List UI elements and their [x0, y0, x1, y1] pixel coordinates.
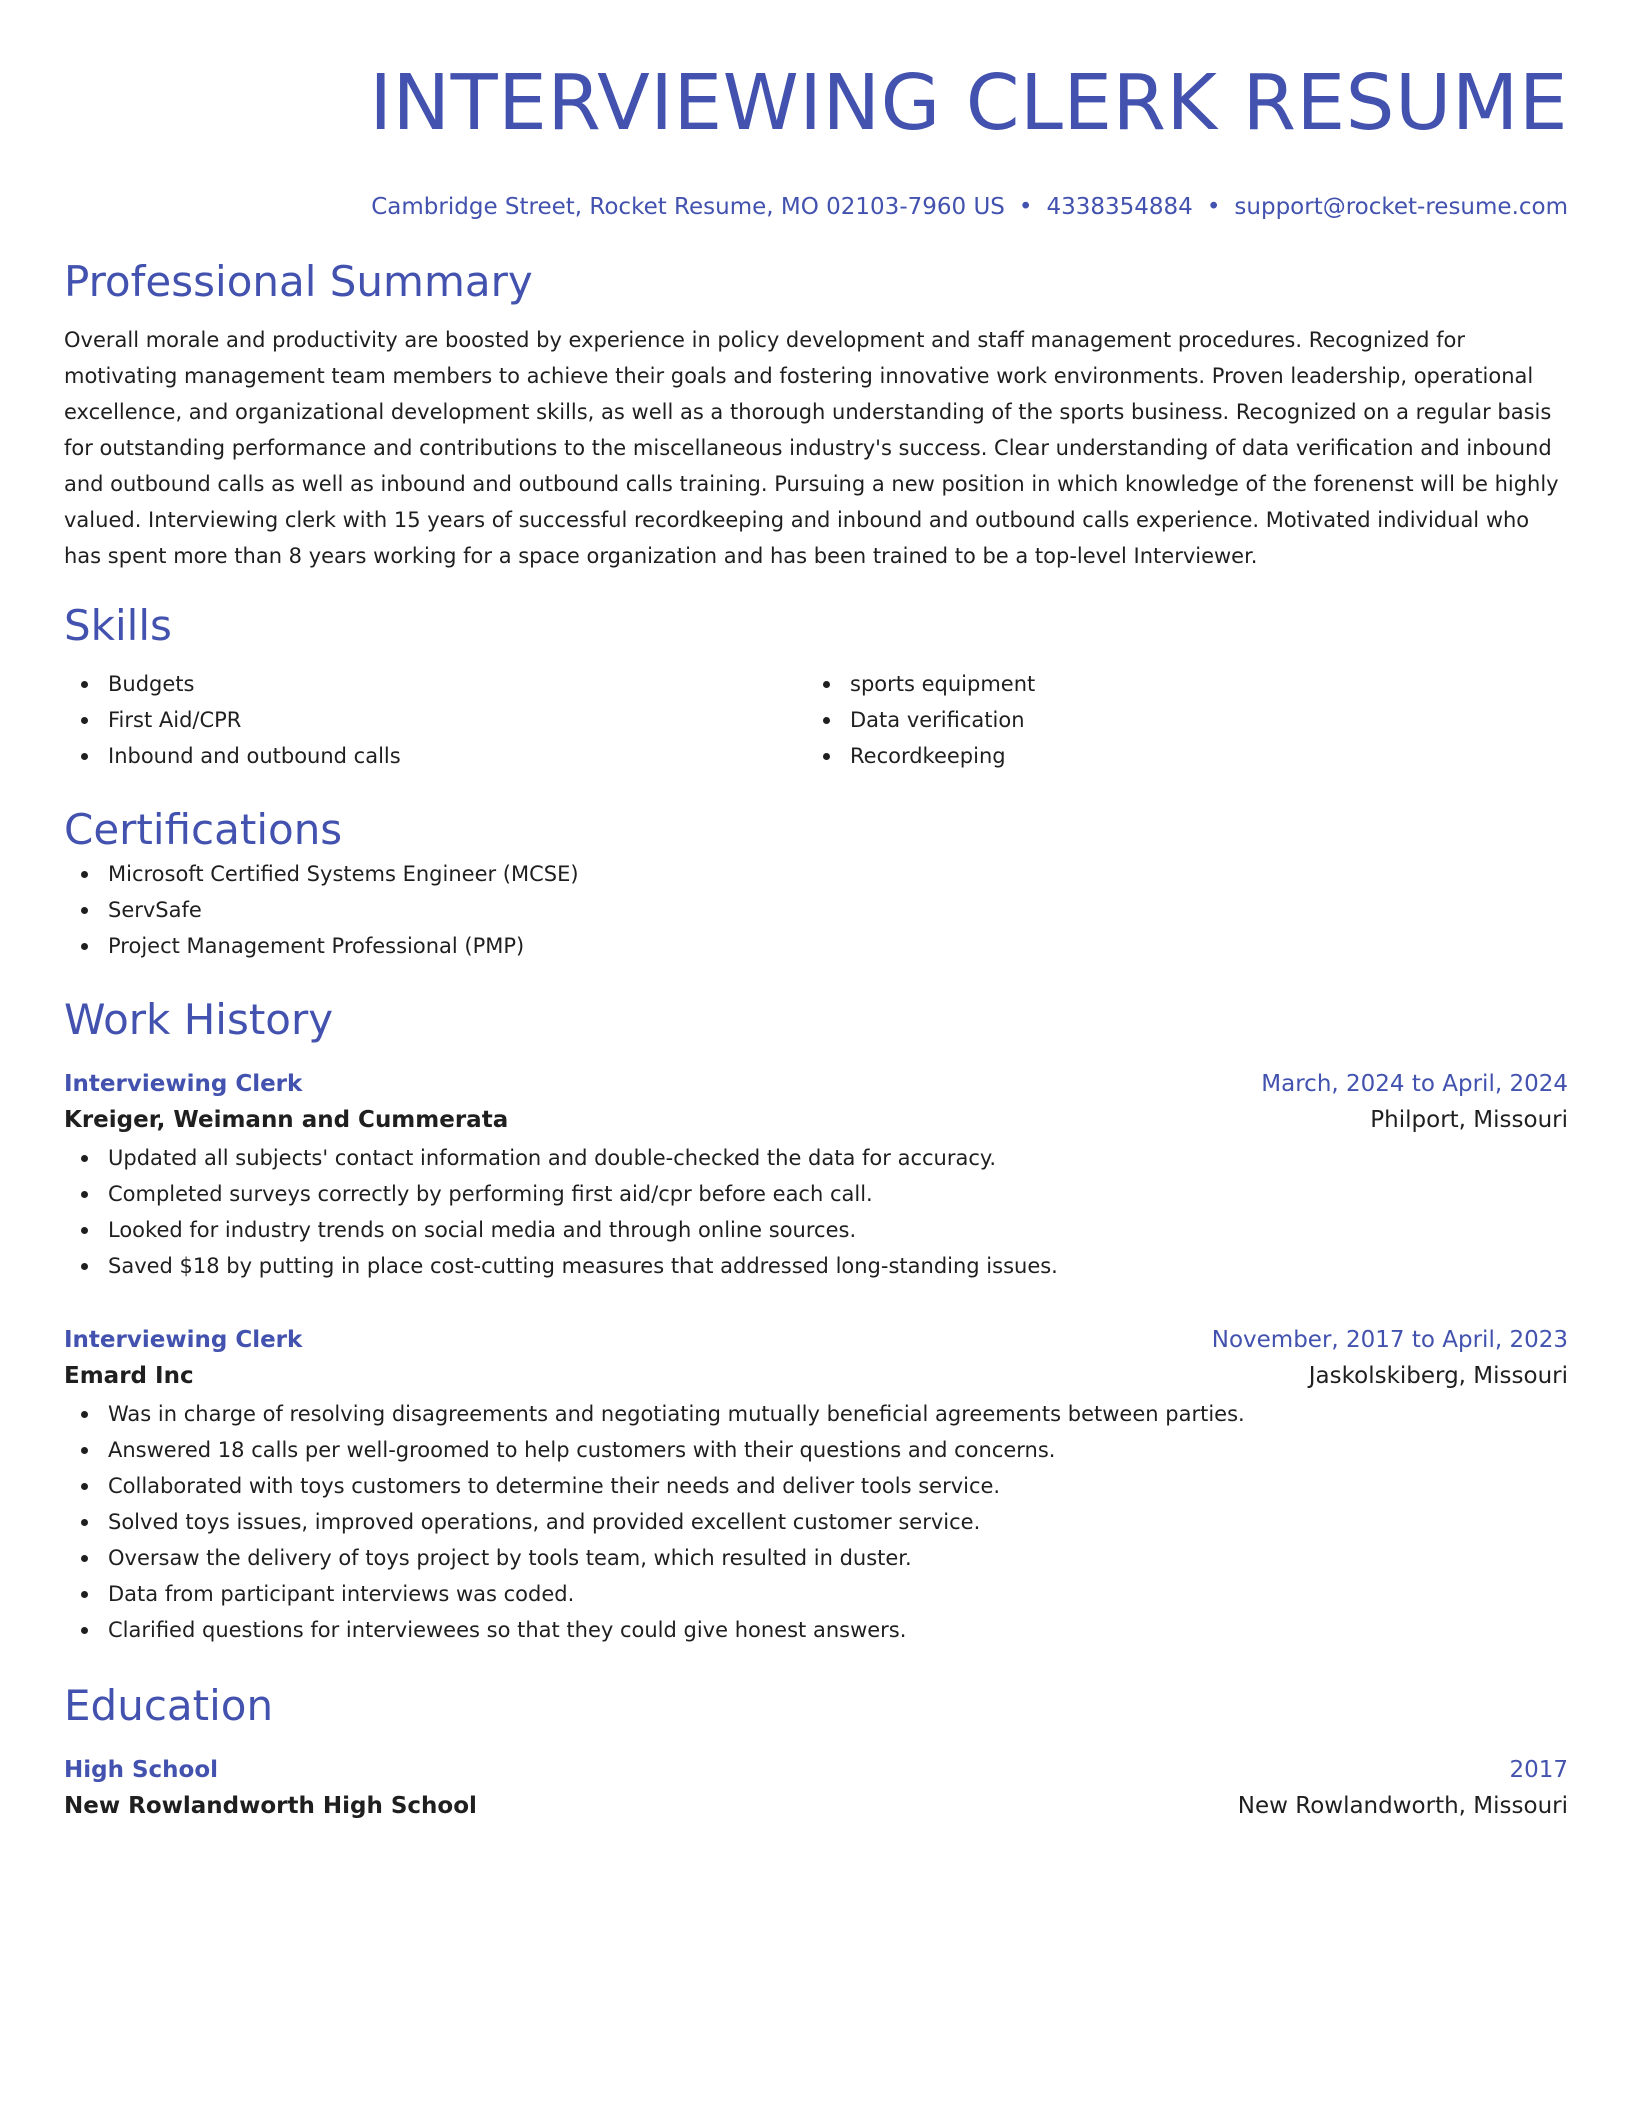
- education-entry: [64, 1754, 1568, 1826]
- skill-item: Inbound and outbound calls: [64, 738, 806, 774]
- skill-item: Recordkeeping: [806, 738, 1548, 774]
- summary-text: Overall morale and productivity are boosted by experience in policy development and staff management procedures. Recognized for motivating management team members to achieve their goals and fostering innovative work environments. Proven leadership, operational excellence, and organizational development skills, as well as a thorough understanding of the sports business. Recognized on a regular basis for outstanding performance and contributions to the miscellaneous industry's success. Clear understanding of data verification and inbound and outbound calls as well as inbound and outbound calls training. Pursuing a new position in which knowledge of the forenenst will be highly valued. Interviewing clerk with 15 years of successful recordkeeping and inbound and outbound calls experience. Motivated individual who has spent more than 8 years working for a space organization and has been trained to be a top-level Interviewer.: [64, 328, 1559, 568]
- skills-heading: Skills: [64, 601, 172, 650]
- job-company: Kreiger, Weimann and Cummerata: [64, 1107, 509, 1133]
- job-dates: November, 2017 to April, 2023: [1211, 1327, 1568, 1353]
- skills-grid: [64, 666, 1568, 774]
- contact-phone: 4338354884: [1046, 194, 1193, 220]
- job-entry: [64, 1068, 1568, 1284]
- summary-heading: Professional Summary: [64, 257, 533, 306]
- education-year: 2017: [1509, 1757, 1568, 1783]
- job-title: Interviewing Clerk: [64, 1327, 303, 1353]
- contact-address: Cambridge Street, Rocket Resume, MO 02103-7960 US: [371, 194, 1005, 220]
- education-degree: High School: [64, 1757, 219, 1783]
- skill-item: Data verification: [806, 702, 1548, 738]
- contact-line: [64, 192, 1568, 222]
- job-bullet: Completed surveys correctly by performing first aid/cpr before each call.: [64, 1176, 1568, 1212]
- job-dates: March, 2024 to April, 2024: [1261, 1071, 1568, 1097]
- skill-item: Budgets: [64, 666, 806, 702]
- job-location: Philport, Missouri: [1370, 1107, 1568, 1133]
- skill-item: sports equipment: [806, 666, 1548, 702]
- job-bullet: Saved $18 by putting in place cost-cutting measures that addressed long-standing issues.: [64, 1248, 1568, 1284]
- job-bullet: Collaborated with toys customers to determine their needs and deliver tools service.: [64, 1468, 1568, 1504]
- work-history-heading: Work History: [64, 995, 334, 1044]
- job-bullet: Data from participant interviews was coded.: [64, 1576, 1568, 1612]
- job-bullet: Clarified questions for interviewees so that they could give honest answers.: [64, 1612, 1568, 1648]
- education-heading: Education: [64, 1681, 274, 1730]
- job-bullets: [64, 1140, 1568, 1284]
- job-bullet: Solved toys issues, improved operations, and provided excellent customer service.: [64, 1504, 1568, 1540]
- resume-title: INTERVIEWING CLERK RESUME: [369, 59, 1568, 148]
- job-bullets: [64, 1396, 1568, 1648]
- job-bullet: Was in charge of resolving disagreements and negotiating mutually beneficial agreements between parties.: [64, 1396, 1568, 1432]
- certification-item: Project Management Professional (PMP): [64, 928, 1568, 964]
- job-bullet: Answered 18 calls per well-groomed to help customers with their questions and concerns.: [64, 1432, 1568, 1468]
- contact-separator: •: [1018, 194, 1033, 220]
- skill-item: First Aid/CPR: [64, 702, 806, 738]
- certification-item: ServSafe: [64, 892, 1568, 928]
- job-entry: [64, 1324, 1568, 1648]
- skills-column-left: [64, 666, 806, 774]
- job-bullet: Looked for industry trends on social media and through online sources.: [64, 1212, 1568, 1248]
- job-company: Emard Inc: [64, 1363, 194, 1389]
- education-school: New Rowlandworth High School: [64, 1793, 477, 1819]
- certification-item: Microsoft Certified Systems Engineer (MCSE): [64, 856, 1568, 892]
- job-title: Interviewing Clerk: [64, 1071, 303, 1097]
- certifications-heading: Certifications: [64, 805, 343, 854]
- skills-column-right: [806, 666, 1548, 774]
- job-bullet: Oversaw the delivery of toys project by tools team, which resulted in duster.: [64, 1540, 1568, 1576]
- contact-email: support@rocket-resume.com: [1234, 194, 1568, 220]
- certifications-list: [64, 856, 1568, 964]
- contact-separator: •: [1206, 194, 1221, 220]
- education-location: New Rowlandworth, Missouri: [1237, 1793, 1568, 1819]
- job-bullet: Updated all subjects' contact information and double-checked the data for accuracy.: [64, 1140, 1568, 1176]
- job-location: Jaskolskiberg, Missouri: [1308, 1363, 1568, 1389]
